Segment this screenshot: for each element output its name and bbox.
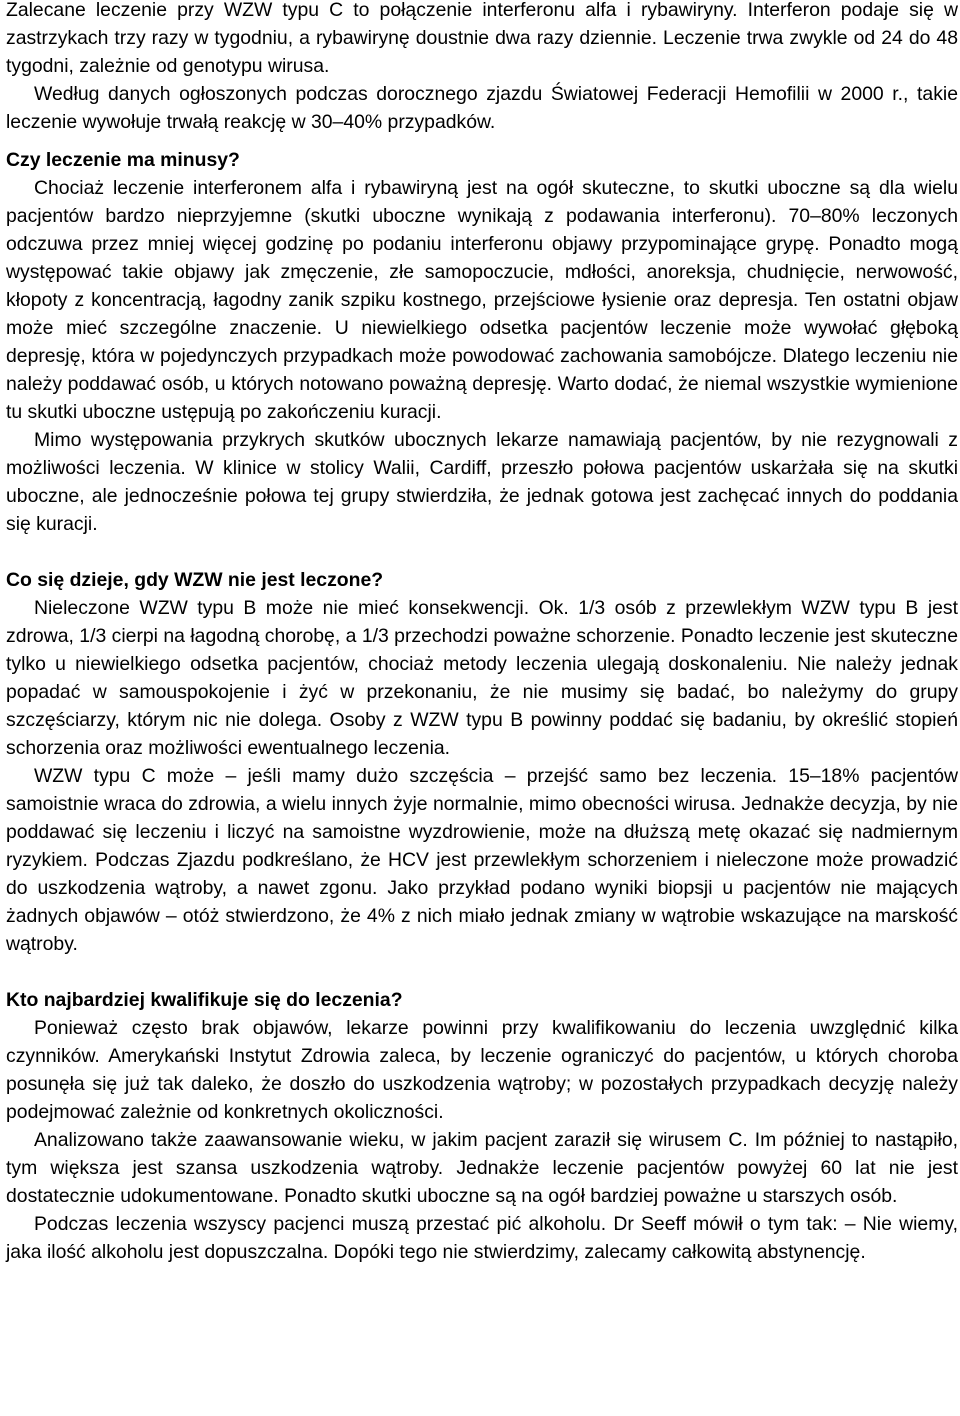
section3-paragraph-1: Ponieważ często brak objawów, lekarze powinni przy kwalifikowaniu do leczenia uwzględnić kilka czynników. Amerykański Instytut Zdrowia zaleca, by leczenie ograniczyć do pacjentów, u których choroba posunęła się już tak daleko, że doszło do uszkodzenia wątroby; w pozostałych przypadkach decyzję należy podejmować zależnie od konkretnych okoliczności. — [6, 1017, 958, 1123]
spacer — [6, 538, 958, 566]
section1-paragraph-1: Chociaż leczenie interferonem alfa i rybawiryną jest na ogół skuteczne, to skutki uboczne są dla wielu pacjentów bardzo nieprzyjemne (skutki uboczne wynikają z podawania interferonu). 70–80% leczonych odczuwa przez mniej więcej godzinę po podaniu interferonu objawy przypominające grypę. Ponadto mogą występować takie objawy jak zmęczenie, złe samopoczucie, mdłości, anoreksja, chudnięcie, nerwowość, kłopoty z koncentracją, łagodny zanik szpiku kostnego, przejściowe łysienie oraz depresja. Ten ostatni objaw może mieć szczególne znaczenie. U niewielkiego odsetka pacjentów leczenie może wywołać głęboką depresję, która w pojedynczych przypadkach może powodować zachowania samobójcze. Dlatego leczeniu nie należy poddawać osób, u których notowano poważną depresję. Warto dodać, że niemal wszystkie wymienione tu skutki uboczne ustępują po zakończeniu kuracji. — [6, 177, 958, 423]
intro-paragraph-2: Według danych ogłoszonych podczas dorocznego zjazdu Światowej Federacji Hemofilii w 2000 r., takie leczenie wywołuje trwałą reakcję w 30–40% przypadków. — [6, 83, 958, 133]
intro-paragraph-1: Zalecane leczenie przy WZW typu C to połączenie interferonu alfa i rybawiryny. Interferon podaje się w zastrzykach trzy razy w tygodniu, a rybawirynę doustnie dwa razy dziennie. Leczenie trwa zwykle od 24 do 48 tygodni, zależnie od genotypu wirusa. — [6, 0, 958, 77]
section-heading-minusy: Czy leczenie ma minusy? — [6, 149, 240, 171]
section2-paragraph-2: WZW typu C może – jeśli mamy dużo szczęścia – przejść samo bez leczenia. 15–18% pacjentów samoistnie wraca do zdrowia, a wielu innych żyje normalnie, mimo obecności wirusa. Jednakże decyzja, by nie poddawać się leczeniu i liczyć na samoistne wyzdrowienie, może na dłuższą metę okazać się nadmiernym ryzykiem. Podczas Zjazdu podkreślano, że HCV jest przewlekłym schorzeniem i nieleczone może prowadzić do uszkodzenia wątroby, a nawet zgonu. Jako przykład podano wyniki biopsji u pacjentów nie mających żadnych objawów – otóż stwierdzono, że 4% z nich miało jednak zmiany w wątrobie wskazujące na marskość wątroby. — [6, 765, 958, 955]
section-heading-nieleczone: Co się dzieje, gdy WZW nie jest leczone? — [6, 569, 384, 591]
section1-paragraph-2: Mimo występowania przykrych skutków ubocznych lekarze namawiają pacjentów, by nie rezygnowali z możliwości leczenia. W klinice w stolicy Walii, Cardiff, przeszło połowa pacjentów uskarżała się na skutki uboczne, ale jednocześnie połowa tej grupy stwierdziła, że jednak gotowa jest zachęcać innych do poddania się kuracji. — [6, 429, 958, 535]
section3-paragraph-2: Analizowano także zaawansowanie wieku, w jakim pacjent zaraził się wirusem C. Im później to nastąpiło, tym większa jest szansa uszkodzenia wątroby. Jednakże leczenie pacjentów powyżej 60 lat nie jest dostatecznie udokumentowane. Ponadto skutki uboczne są na ogół bardziej poważne u starszych osób. — [6, 1129, 958, 1207]
section3-paragraph-3: Podczas leczenia wszyscy pacjenci muszą przestać pić alkoholu. Dr Seeff mówił o tym tak: – Nie wiemy, jaka ilość alkoholu jest dopuszczalna. Dopóki tego nie stwierdzimy, zalecamy całkowitą abstynencję. — [6, 1213, 958, 1263]
spacer — [6, 958, 958, 986]
section-heading-kwalifikacja: Kto najbardziej kwalifikuje się do leczenia? — [6, 989, 403, 1011]
section2-paragraph-1: Nieleczone WZW typu B może nie mieć konsekwencji. Ok. 1/3 osób z przewlekłym WZW typu B jest zdrowa, 1/3 cierpi na łagodną chorobę, a 1/3 przechodzi poważne schorzenie. Ponadto leczenie jest skuteczne tylko u niewielkiego odsetka pacjentów, chociaż metody leczenia ulegają doskonaleniu. Nie należy jednak popadać w samouspokojenie i żyć w przekonaniu, że nie musimy się badać, bo należymy do grupy szczęściarzy, którym nic nie dolega. Osoby z WZW typu B powinny poddać się badaniu, by określić stopień schorzenia oraz możliwości ewentualnego leczenia. — [6, 597, 958, 759]
